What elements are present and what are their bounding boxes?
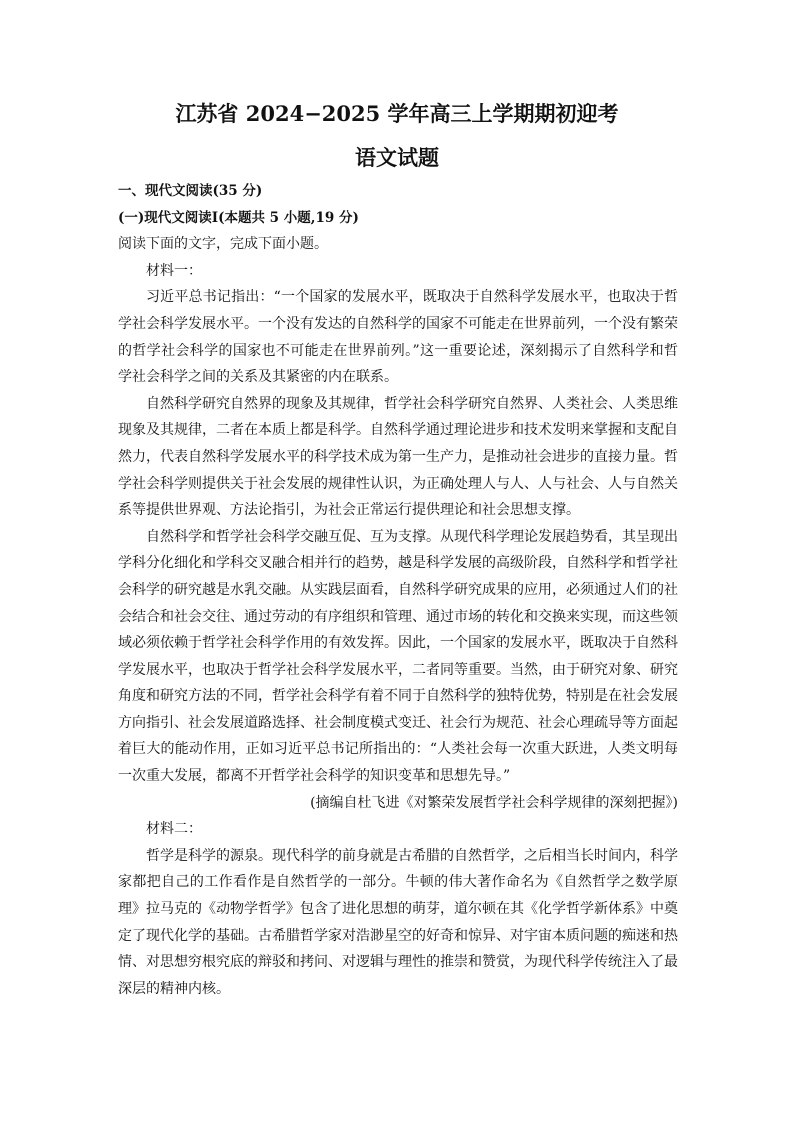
subsection-heading: (一)现代文阅读Ⅰ(本题共 5 小题,19 分) <box>118 209 359 226</box>
document-body <box>118 178 678 1002</box>
material1-label: 材料一： <box>146 262 202 279</box>
section-heading: 一、现代文阅读(35 分) <box>118 183 263 199</box>
material2-label: 材料二： <box>146 821 202 838</box>
material2-paragraph: 哲学是科学的源泉。现代科学的前身就是古希腊的自然哲学，之后相当长时间内，科学家都把自己的工作看作是自然哲学的一部分。牛顿的伟大著作命名为《自然哲学之数学原理》拉马克的《动物学哲学》包含了进化思想的萌芽，道尔顿在其《化学哲学新体系》中奠定了现代化学的基础。古希腊哲学家对浩渺星空的好奇和惊异、对宇宙本质问题的痴迷和热情、对思想穷根究底的辩驳和拷问、对逻辑与理性的推崇和赞赏，为现代科学传统注入了最深层的精神内核。 <box>118 847 678 997</box>
material1-paragraph: 自然科学研究自然界的现象及其规律，哲学社会科学研究自然界、人类社会、人类思维现象及其规律，二者在本质上都是科学。自然科学通过理论进步和技术发明来掌握和支配自然力，代表自然科学发展水平的科学技术成为第一生产力，是推动社会进步的直接力量。哲学社会科学则提供关于社会发展的规律性认识，为正确处理人与人、人与社会、人与自然关系等提供世界观、方法论指引，为社会正常运行提供理论和社会思想支撑。 <box>118 395 678 519</box>
exam-subtitle: 语文试题 <box>355 145 439 170</box>
exam-title: 江苏省 2024−2025 学年高三上学期期初迎考 <box>175 101 619 126</box>
material1-paragraph: 习近平总书记指出：“一个国家的发展水平，既取决于自然科学发展水平，也取决于哲学社会科学发展水平。一个没有发达的自然科学的国家不可能走在世界前列，一个没有繁荣的哲学社会科学的国家也不可能走在世界前列。”这一重要论述，深刻揭示了自然科学和哲学社会科学之间的关系及其紧密的内在联系。 <box>118 289 678 386</box>
material1-paragraph: 自然科学和哲学社会科学交融互促、互为支撑。从现代科学理论发展趋势看，其呈现出学科分化细化和学科交叉融合相并行的趋势，越是科学发展的高级阶段，自然科学和哲学社会科学的研究越是水乳交融。从实践层面看，自然科学研究成果的应用，必须通过人们的社会结合和社会交往、通过劳动的有序组织和管理、通过市场的转化和交换来实现，而这些领域必须依赖于哲学社会科学作用的有效发挥。因此，一个国家的发展水平，既取决于自然科学发展水平，也取决于哲学社会科学发展水平，二者同等重要。当然，由于研究对象、研究角度和研究方法的不同，哲学社会科学有着不同于自然科学的独特优势，特别是在社会发展方向指引、社会发展道路选择、社会制度模式变迁、社会行为规范、社会心理疏导等方面起着巨大的能动作用，正如习近平总书记所指出的：“人类社会每一次重大跃进，人类文明每一次重大发展，都离不开哲学社会科学的知识变革和思想先导。” <box>118 528 678 785</box>
material1-source: (摘编自杜飞进《对繁荣发展哲学社会科学规律的深刻把握》) <box>310 794 678 811</box>
instruction-text: 阅读下面的文字，完成下面小题。 <box>118 236 328 253</box>
